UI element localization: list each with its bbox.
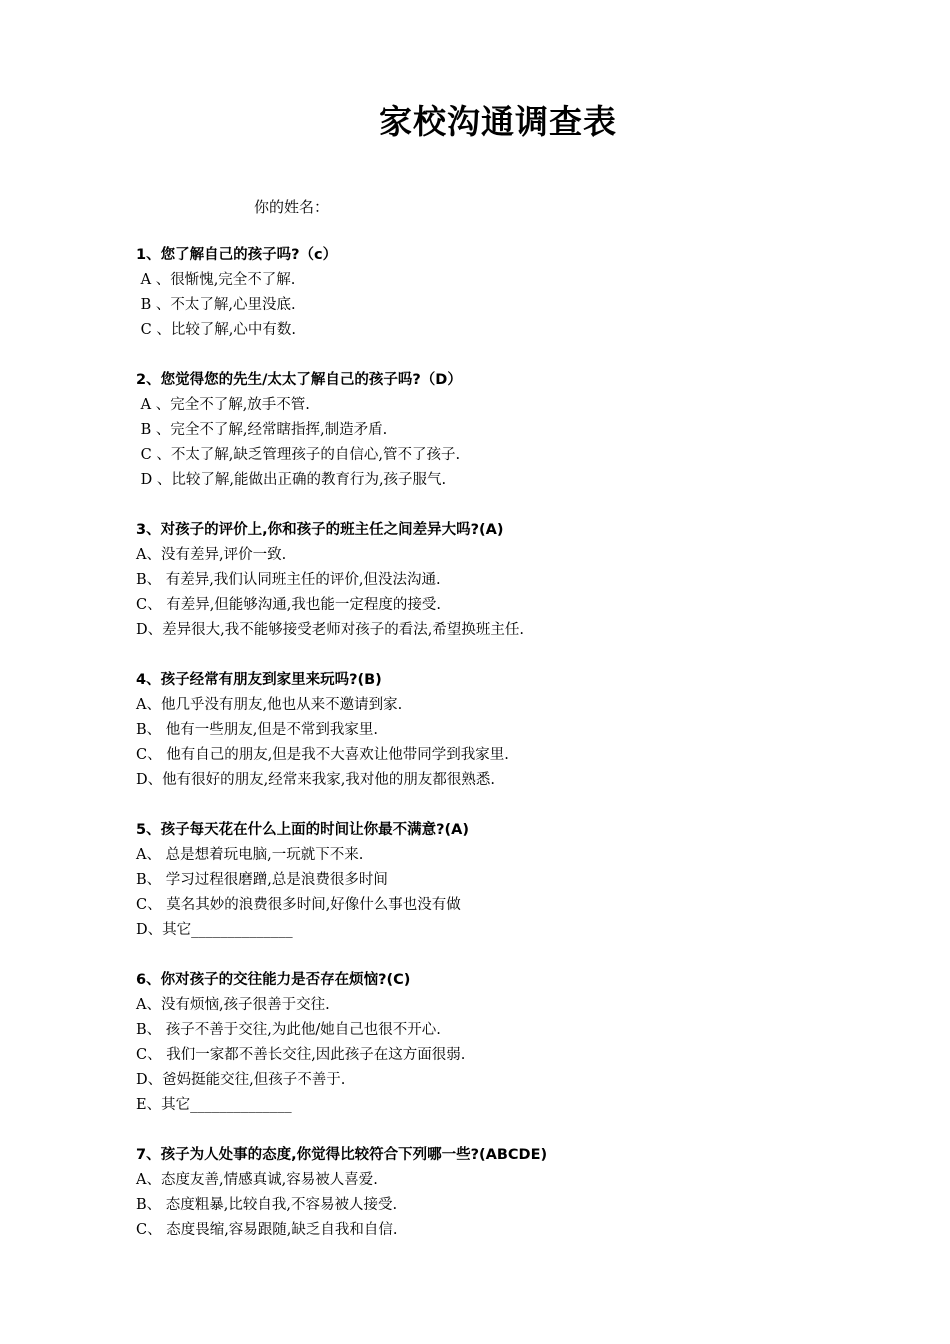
question-title: 1、您了解自己的孩子吗?（c） [136,247,338,263]
answer-option: A、没有烦恼,孩子很善于交往. [136,997,330,1013]
question-title: 4、孩子经常有朋友到家里来玩吗?(B) [136,672,382,688]
name-field-label: 你的姓名： [254,198,330,216]
question-4 [136,669,896,794]
question-2 [136,369,896,494]
answer-option: B、 孩子不善于交往,为此他/她自己也很不开心. [136,1022,441,1038]
answer-option: C、 有差异,但能够沟通,我也能一定程度的接受. [136,597,442,613]
answer-option: D 、比较了解,能做出正确的教育行为,孩子服气. [136,472,447,488]
answer-option: A、 总是想着玩电脑,一玩就下不来. [136,847,364,863]
answer-option: A、没有差异,评价一致. [136,547,287,563]
question-title: 3、对孩子的评价上,你和孩子的班主任之间差异大吗?(A) [136,522,504,538]
answer-option: A、他几乎没有朋友,他也从来不邀请到家. [136,697,403,713]
question-title: 2、您觉得您的先生/太太了解自己的孩子吗?（D） [136,372,462,388]
question-6 [136,969,896,1119]
question-title: 5、孩子每天花在什么上面的时间让你最不满意?(A) [136,822,469,838]
question-3 [136,519,896,644]
answer-option: B 、完全不了解,经常瞎指挥,制造矛盾. [136,422,388,438]
answer-option: C、 他有自己的朋友,但是我不大喜欢让他带同学到我家里. [136,747,509,763]
answer-option: B、 态度粗暴,比较自我,不容易被人接受. [136,1197,398,1213]
answer-option: D、差异很大,我不能够接受老师对孩子的看法,希望换班主任. [136,622,524,638]
answer-option: C、 莫名其妙的浪费很多时间,好像什么事也没有做 [136,897,461,913]
answer-option: B、 学习过程很磨蹭,总是浪费很多时间 [136,872,388,888]
answer-option: B 、不太了解,心里没底. [136,297,296,313]
question-7 [136,1144,896,1244]
answer-option: E、其它______________ [136,1097,292,1113]
answer-option: D、其它______________ [136,922,293,938]
question-1 [136,244,896,344]
answer-option: B、 有差异,我们认同班主任的评价,但没法沟通. [136,572,441,588]
answer-option: C、 我们一家都不善长交往,因此孩子在这方面很弱. [136,1047,466,1063]
answer-option: D、他有很好的朋友,经常来我家,我对他的朋友都很熟悉. [136,772,495,788]
question-list [136,244,896,1269]
question-5 [136,819,896,944]
answer-option: C 、不太了解,缺乏管理孩子的自信心,管不了孩子. [136,447,461,463]
question-title: 6、你对孩子的交往能力是否存在烦恼?(C) [136,972,411,988]
question-title: 7、孩子为人处事的态度,你觉得比较符合下列哪一些?(ABCDE) [136,1147,548,1163]
answer-option: A 、很惭愧,完全不了解. [136,272,296,288]
answer-option: A 、完全不了解,放手不管. [136,397,310,413]
answer-option: B、 他有一些朋友,但是不常到我家里. [136,722,378,738]
answer-option: A、态度友善,情感真诚,容易被人喜爱. [136,1172,378,1188]
page-title: 家校沟通调查表 [379,102,617,141]
answer-option: C 、比较了解,心中有数. [136,322,297,338]
answer-option: C、 态度畏缩,容易跟随,缺乏自我和自信. [136,1222,398,1238]
answer-option: D、爸妈挺能交往,但孩子不善于. [136,1072,346,1088]
